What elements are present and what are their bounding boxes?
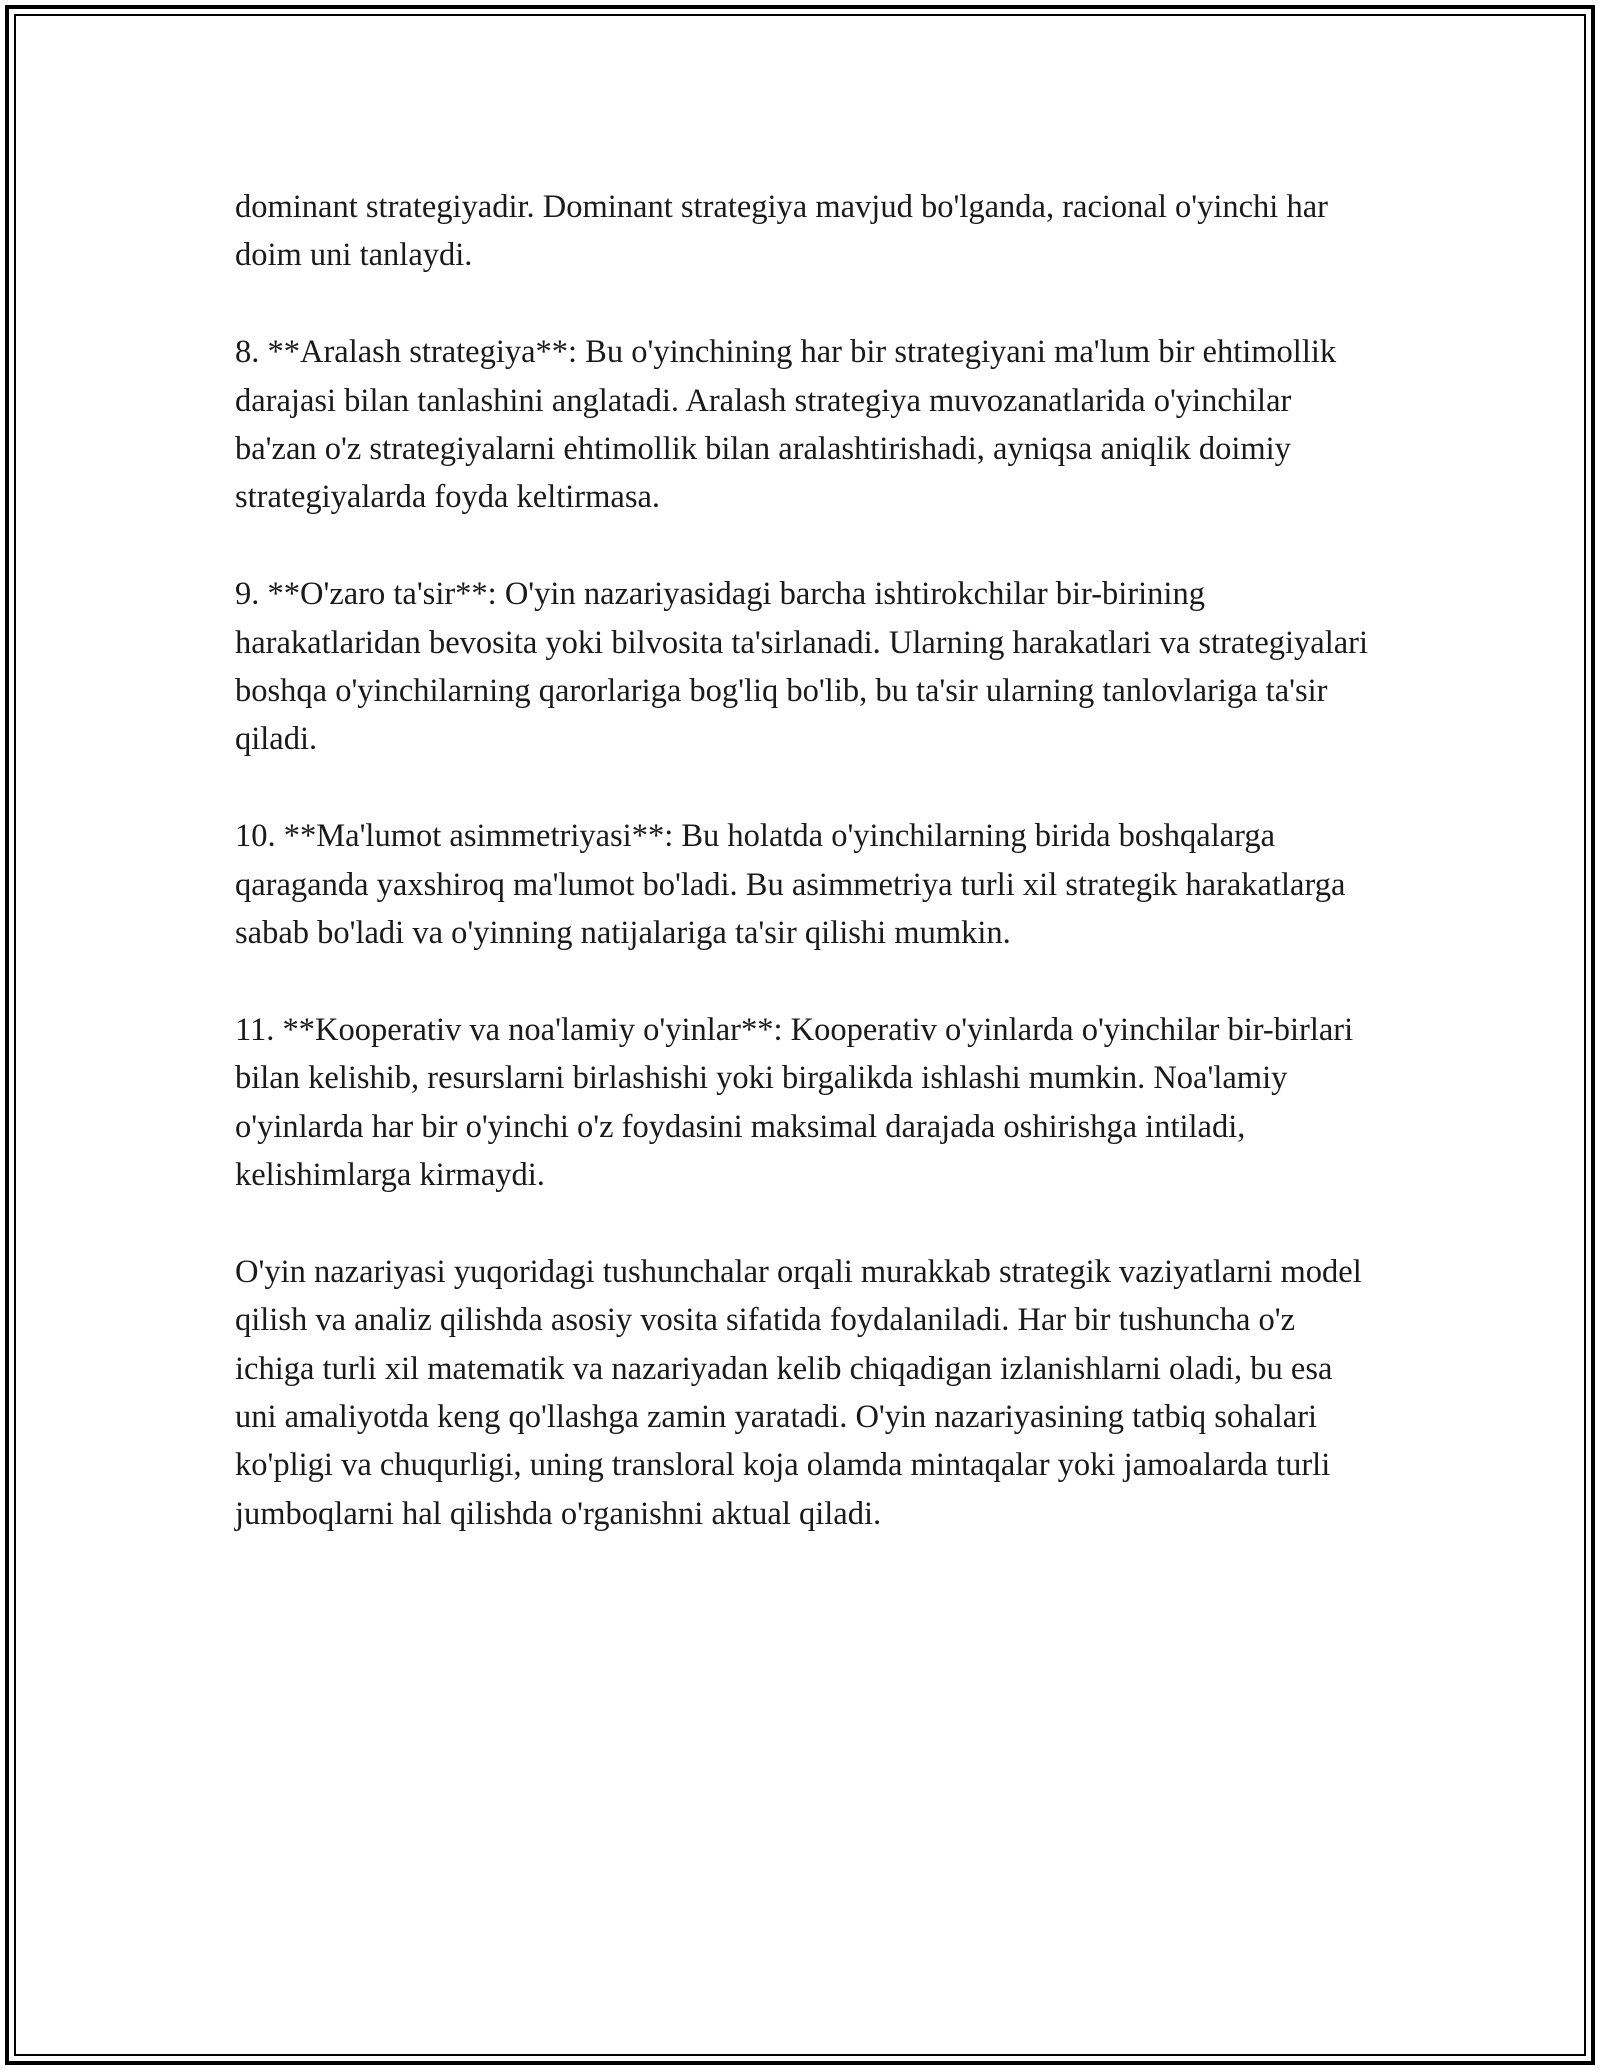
document-body bbox=[235, 183, 1370, 1587]
paragraph-interaction: 9. **O'zaro ta'sir**: O'yin nazariyasidagi barcha ishtirokchilar bir-birining harakatlaridan bevosita yoki bilvosita ta'sirlanadi. Ularning harakatlari va strategiyalari boshqa o'yinchilarning qarorlariga bog'liq bo'lib, bu ta'sir ularning tanlovlariga ta'sir qiladi. bbox=[235, 576, 1369, 758]
paragraph-conclusion: O'yin nazariyasi yuqoridagi tushunchalar orqali murakkab strategik vaziyatlarni model qilish va analiz qilishda asosiy vosita sifatida foydalaniladi. Har bir tushuncha o'z ichiga turli xil matematik va nazariyadan kelib chiqadigan izlanishlarni oladi, bu esa uni amaliyotda keng qo'llashga zamin yaratadi. O'yin nazariyasining tatbiq sohalari ko'pligi va chuqurligi, uning transloral koja olamda mintaqalar yoki jamoalarda turli jumboqlarni hal qilishda o'rganishni aktual qiladi. bbox=[235, 1253, 1362, 1532]
paragraph-mixed-strategy: 8. **Aralash strategiya**: Bu o'yinchining har bir strategiyani ma'lum bir ehtimollik darajasi bilan tanlashini anglatadi. Aralash strategiya muvozanatlarida o'yinchilar ba'zan o'z strategiyalarni ehtimollik bilan aralashtirishadi, ayniqsa aniqlik doimiy strategiyalarda foyda keltirmasa. bbox=[235, 334, 1337, 516]
paragraph-cooperative-games: 11. **Kooperativ va noa'lamiy o'yinlar**: Kooperativ o'yinlarda o'yinchilar bir-birlari bilan kelishib, resurslarni birlashishi yoki birgalikda ishlashi mumkin. Noa'lamiy o'yinlarda har bir o'yinchi o'z foydasini maksimal darajada oshirishga intiladi, kelishimlarga kirmaydi. bbox=[235, 1011, 1354, 1194]
paragraph-dominant-strategy: dominant strategiyadir. Dominant strategiya mavjud bo'lganda, racional o'yinchi har doim uni tanlaydi. bbox=[235, 189, 1328, 274]
paragraph-information-asymmetry: 10. **Ma'lumot asimmetriyasi**: Bu holatda o'yinchilarning birida boshqalarga qaraganda yaxshiroq ma'lumot bo'ladi. Bu asimmetriya turli xil strategik harakatlarga sabab bo'ladi va o'yinning natijalariga ta'sir qilishi mumkin. bbox=[235, 818, 1346, 952]
